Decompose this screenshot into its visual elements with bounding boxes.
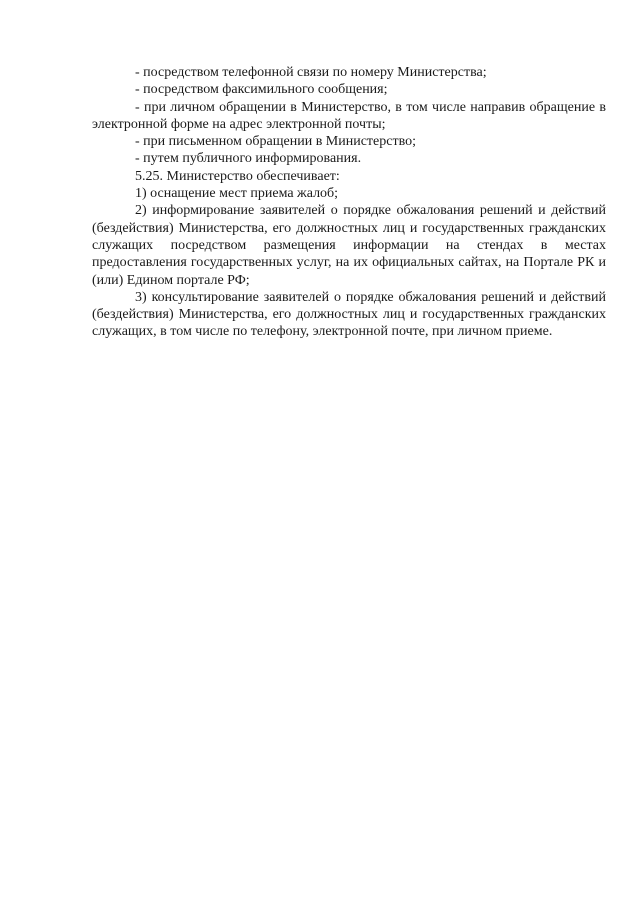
paragraph-fax: - посредством факсимильного сообщения; (135, 82, 388, 98)
paragraph-public-informing: - путем публичного информирования. (135, 151, 362, 167)
paragraph-personal-appeal: - при личном обращении в Министерство, в том числе направив обращение в электронной форме на адрес электронной почты; (92, 99, 606, 132)
paragraph-item-2: 2) информирование заявителей о порядке обжалования решений и действий (бездействия) Министерства, его должностных лиц и государственных гражданских служащих посредством размещения информации на стендах в местах предоставления государственных услуг, на их официальных сайтах, на Портале РК и (или) Едином портале РФ; (92, 203, 606, 288)
paragraph-item-3: 3) консультирование заявителей о порядке обжалования решений и действий (бездействия) Министерства, его должностных лиц и государственных гражданских служащих, в том числе по телефону, электронной почте, при личном приеме. (92, 289, 606, 340)
paragraph-item-1: 1) оснащение мест приема жалоб; (135, 186, 339, 202)
document-body (92, 64, 606, 341)
paragraph-written-appeal: - при письменном обращении в Министерство; (135, 134, 417, 150)
paragraph-phone: - посредством телефонной связи по номеру Министерства; (135, 65, 487, 80)
paragraph-section-5-25: 5.25. Министерство обеспечивает: (135, 168, 340, 184)
